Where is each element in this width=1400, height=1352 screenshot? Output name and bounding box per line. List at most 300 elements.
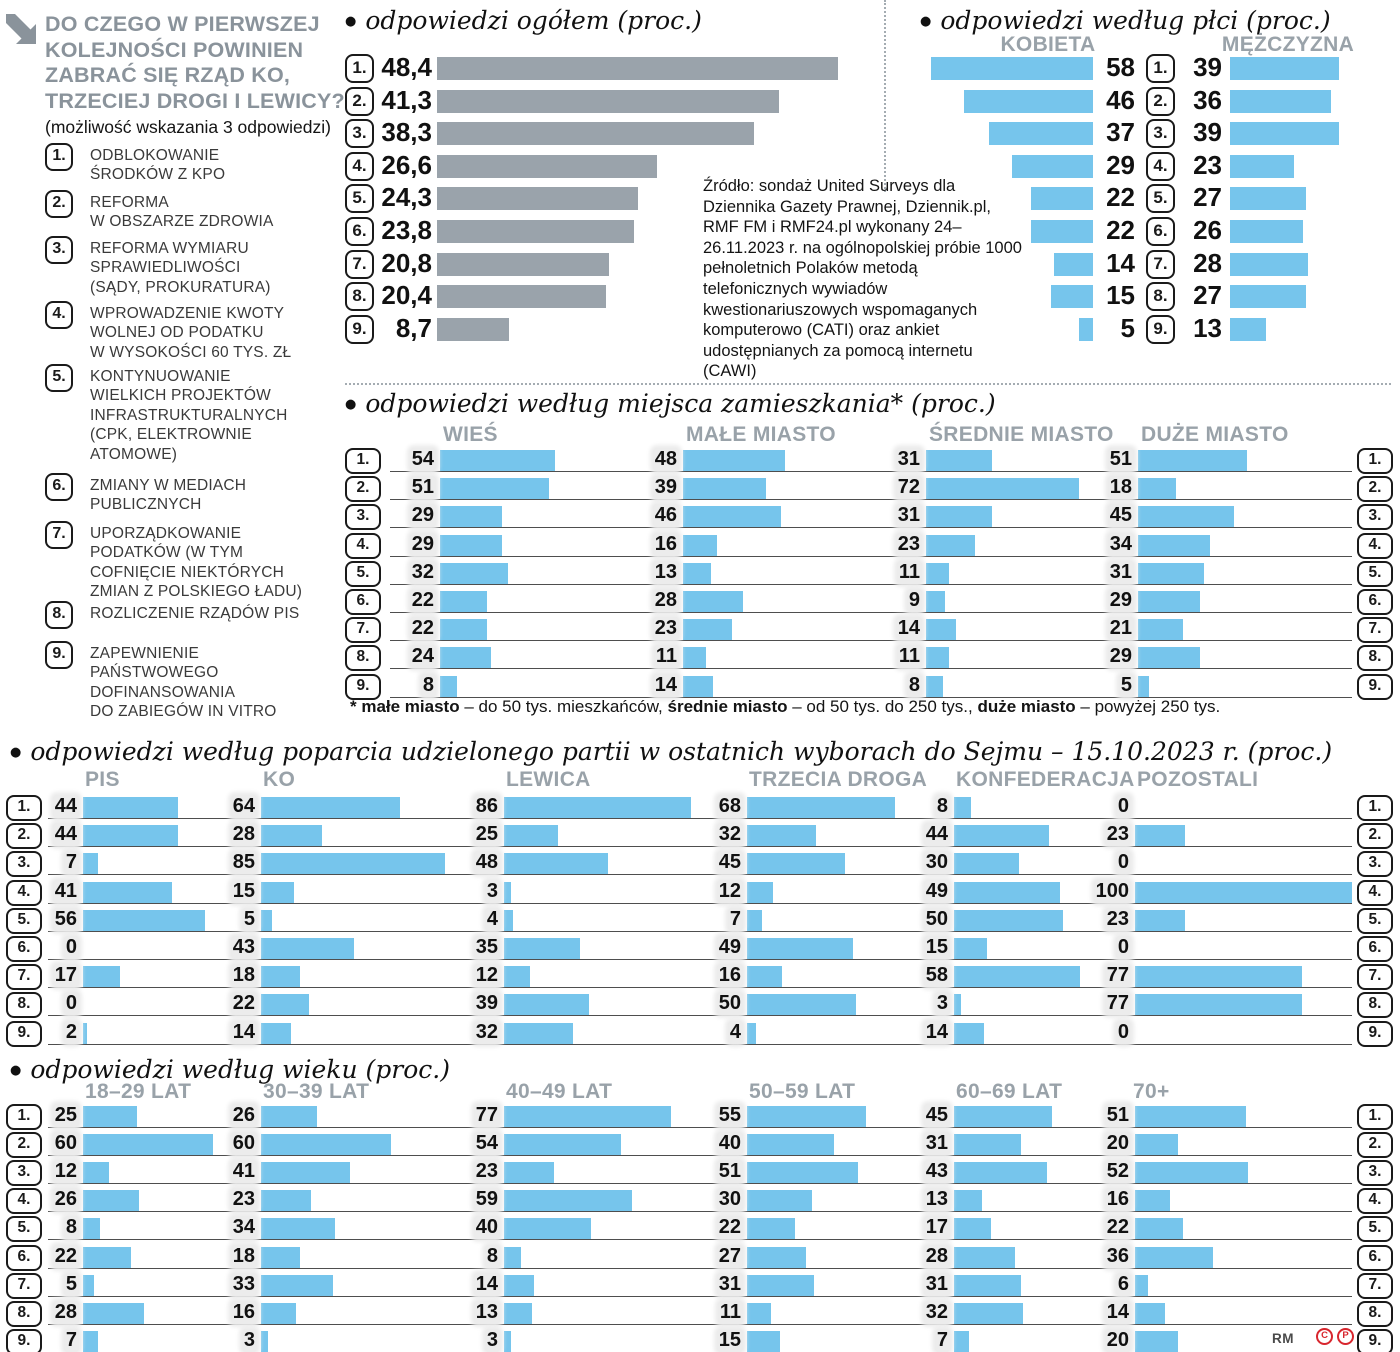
value-text: 32 (718, 823, 741, 846)
value-text: 54 (411, 448, 434, 470)
value-text: 17 (925, 1216, 948, 1239)
value-label (699, 964, 743, 987)
value-label (1087, 1301, 1131, 1324)
value-label: 39 (1193, 117, 1222, 148)
row-number-box: 1. (1357, 448, 1393, 474)
bar (1051, 285, 1093, 308)
value-label (213, 1216, 257, 1239)
bar (747, 825, 816, 846)
value-label (47, 908, 79, 931)
bar (747, 882, 773, 903)
value-label (213, 1160, 257, 1183)
bar (926, 676, 943, 697)
value-label (1087, 795, 1131, 818)
row-number-box: 1. (345, 54, 374, 83)
bar (504, 1134, 621, 1155)
value-text: 68 (718, 795, 741, 817)
value-text: 28 (925, 1244, 948, 1267)
value-label (1087, 1245, 1131, 1268)
value-label (388, 504, 436, 527)
answer-label-line: DOFINANSOWANIA (90, 683, 236, 701)
value-text: 48 (654, 448, 677, 470)
value-text: 14 (925, 1020, 948, 1043)
row-baseline (48, 1324, 1352, 1325)
value-text: 77 (1106, 992, 1129, 1015)
answer-label-line: KONTYNUOWANIE (90, 368, 231, 385)
bar (683, 591, 743, 612)
value-label (1087, 1104, 1131, 1127)
value-text: 16 (1106, 1188, 1129, 1211)
value-text: 3 (486, 1328, 498, 1351)
value-text: 51 (1106, 1104, 1129, 1126)
row-number-box: 1. (6, 1104, 42, 1130)
value-label (456, 1301, 500, 1324)
bar (437, 318, 509, 341)
row-baseline (48, 1155, 1352, 1156)
row-number-box: 7. (345, 250, 374, 279)
bar (1135, 1303, 1165, 1324)
value-label (1087, 823, 1131, 846)
value-label (213, 1104, 257, 1127)
row-number-box: 8. (1357, 1301, 1393, 1327)
row-number-box: 9. (1357, 1021, 1393, 1047)
row-number-box: 7. (1357, 617, 1393, 643)
row-number-box: 7. (1357, 964, 1393, 990)
bar (1138, 478, 1176, 499)
value-label (456, 908, 500, 931)
footnote (350, 696, 1220, 717)
value-text: 22 (411, 617, 434, 640)
value-text: 39 (654, 476, 677, 499)
value-label (699, 795, 743, 818)
bar (83, 1162, 109, 1183)
bar (83, 1106, 137, 1127)
row-number-box: 2. (345, 476, 381, 502)
bar (1031, 187, 1093, 210)
bar (926, 647, 949, 668)
row-baseline (390, 612, 1352, 613)
bar (1138, 506, 1234, 527)
row-number-box: 6. (345, 217, 374, 246)
value-label (47, 1273, 79, 1296)
value-label (1086, 533, 1134, 556)
bar (261, 966, 300, 987)
answer-label-line: INFRASTRUKTURALNYCH (90, 406, 288, 424)
value-text: 23 (1106, 907, 1129, 930)
value-text: 56 (54, 907, 77, 930)
bar (1138, 535, 1210, 556)
bar (954, 966, 1080, 987)
bar (504, 882, 511, 903)
value-text: 24 (411, 645, 434, 668)
value-text: 50 (925, 907, 948, 930)
value-label (906, 851, 950, 874)
bar (504, 825, 558, 846)
value-text: 41 (54, 879, 77, 902)
bar (440, 647, 491, 668)
value-label (47, 1301, 79, 1324)
column-header: 18–29 LAT (85, 1080, 192, 1103)
value-text: 25 (475, 823, 498, 846)
value-label (456, 823, 500, 846)
value-label (906, 1188, 950, 1211)
bar (954, 1106, 1052, 1127)
row-number-box: 4. (6, 880, 42, 906)
value-label (47, 1132, 79, 1155)
value-label (47, 1216, 79, 1239)
row-number-box: 3. (1357, 504, 1393, 530)
answer-label-line: W OBSZARZE ZDROWIA (90, 213, 274, 231)
value-text: 26 (54, 1188, 77, 1211)
bar (954, 1331, 969, 1352)
question-title-line: ZABRAĆ SIĘ RZĄD KO, (45, 63, 291, 87)
row-number-box: 2. (45, 190, 73, 218)
bar (83, 797, 178, 818)
value-label (1087, 1329, 1131, 1352)
bar (261, 1162, 350, 1183)
bar (437, 220, 634, 243)
value-text: 30 (925, 851, 948, 874)
row-baseline (48, 1239, 1352, 1240)
value-text: 0 (1117, 851, 1129, 874)
value-text: 44 (925, 823, 948, 846)
value-label (456, 1188, 500, 1211)
value-label: 23 (1193, 149, 1222, 180)
row-baseline (48, 1015, 1352, 1016)
row-number-box: 2. (1357, 476, 1393, 502)
value-label (906, 795, 950, 818)
value-label (906, 1021, 950, 1044)
value-text: 20 (1106, 1328, 1129, 1351)
row-number-box: 9. (45, 641, 73, 669)
row-number-box: 7. (6, 964, 42, 990)
bar (1138, 450, 1247, 471)
section-title-party-text: odpowiedzi według poparcia udzielonego partii w ostatnich wyborach do Sejmu – 15.10.2023 r. (proc.) (30, 737, 1333, 766)
value-text: 77 (1106, 964, 1129, 987)
value-text: 31 (897, 448, 920, 470)
value-text: 64 (232, 795, 255, 817)
row-number-box: 3. (1357, 1160, 1393, 1186)
value-label (906, 908, 950, 931)
bar (1230, 253, 1308, 276)
value-label (47, 851, 79, 874)
bar (83, 1218, 100, 1239)
value-text: 32 (411, 560, 434, 583)
value-text: 45 (1109, 504, 1132, 527)
value-label (699, 936, 743, 959)
section-title-age-text: odpowiedzi według wieku (proc.) (30, 1055, 450, 1084)
value-label (699, 1216, 743, 1239)
row-baseline (390, 584, 1352, 585)
row-number-box: 8. (1357, 645, 1393, 671)
value-text: 51 (411, 476, 434, 499)
value-text: 14 (654, 673, 677, 696)
row-number-box: 9. (6, 1329, 42, 1352)
value-label (906, 1132, 950, 1155)
value-label: 20,4 (381, 280, 432, 311)
row-number-box: 9. (1357, 674, 1393, 700)
value-label (906, 823, 950, 846)
value-text: 14 (897, 617, 920, 640)
value-label (47, 1104, 79, 1127)
value-label: 28 (1193, 247, 1222, 278)
row-baseline (48, 1296, 1352, 1297)
bar (261, 994, 309, 1015)
row-number-box: 6. (1146, 217, 1175, 246)
row-number-box: 5. (1357, 1216, 1393, 1242)
value-label (456, 1160, 500, 1183)
footnote-segment: duże miasto (977, 697, 1076, 716)
value-label: 58 (1106, 52, 1135, 82)
bar (261, 882, 294, 903)
row-number-box: 7. (1357, 1273, 1393, 1299)
row-number-box: 1. (345, 448, 381, 474)
value-label: 15 (1106, 280, 1135, 311)
answer-label-line: UPORZĄDKOWANIE (90, 525, 242, 542)
bar (989, 122, 1093, 145)
bar (504, 1331, 511, 1352)
row-number-box: 4. (45, 301, 73, 329)
value-text: 12 (718, 879, 741, 902)
bar (1230, 155, 1294, 178)
value-label (631, 617, 679, 640)
value-label (388, 645, 436, 668)
bar (1135, 1247, 1213, 1268)
value-label (631, 504, 679, 527)
bar (437, 57, 838, 80)
answer-label-line: ZAPEWNIENIE (90, 645, 199, 662)
row-baseline (48, 1044, 1352, 1045)
bar (504, 1275, 534, 1296)
answer-label (90, 239, 342, 297)
row-number-box: 4. (1357, 880, 1393, 906)
value-label (906, 1216, 950, 1239)
column-header: WIEŚ (443, 423, 498, 446)
bar (437, 285, 606, 308)
bar (1135, 994, 1302, 1015)
value-text: 13 (475, 1300, 498, 1323)
value-text: 13 (654, 560, 677, 583)
bar (954, 994, 961, 1015)
answer-label (90, 644, 342, 722)
bar (964, 90, 1093, 113)
value-label: 24,3 (381, 182, 432, 213)
copyright-icon: C (1316, 1328, 1333, 1345)
answer-label-line: COFNIĘCIE NIEKTÓRYCH (90, 563, 285, 581)
value-label (1086, 617, 1134, 640)
bar (504, 1190, 632, 1211)
row-baseline (48, 959, 1352, 960)
value-label (874, 589, 922, 612)
bar (1138, 676, 1149, 697)
bar (1230, 220, 1303, 243)
bar (926, 591, 945, 612)
bar (83, 1275, 94, 1296)
answer-label-line: WIELKICH PROJEKTÓW (90, 387, 272, 405)
bar (261, 1106, 317, 1127)
value-label (699, 1160, 743, 1183)
value-text: 59 (475, 1188, 498, 1211)
value-text: 44 (54, 823, 77, 846)
value-text: 9 (908, 589, 920, 611)
bar (1138, 563, 1204, 584)
row-number-box: 9. (345, 674, 381, 700)
value-text: 28 (232, 823, 255, 846)
value-label (699, 1329, 743, 1352)
value-label (456, 880, 500, 903)
bar (954, 882, 1060, 903)
bar (83, 1303, 144, 1324)
value-label (213, 1021, 257, 1044)
answer-label-line: (CPK, ELEKTROWNIE (90, 426, 252, 444)
bar (440, 619, 487, 640)
value-label (874, 448, 922, 471)
question-title-line: TRZECIEJ DROGI I LEWICY? (45, 88, 345, 113)
value-text: 0 (65, 936, 77, 958)
answer-label-line: ODBLOKOWANIE (90, 147, 220, 164)
value-text: 23 (654, 617, 677, 640)
bar (440, 676, 457, 697)
value-text: 45 (718, 851, 741, 874)
value-text: 2 (65, 1020, 77, 1043)
value-label (699, 992, 743, 1015)
value-text: 15 (718, 1328, 741, 1351)
value-text: 11 (719, 1300, 741, 1323)
bullet-icon: ● (345, 397, 357, 412)
row-number-box: 3. (345, 504, 381, 530)
bar (261, 825, 322, 846)
answer-label (90, 524, 342, 602)
bar (954, 1134, 1021, 1155)
value-label (631, 674, 679, 697)
value-text: 12 (54, 1160, 77, 1183)
value-label (1086, 674, 1134, 697)
bar (931, 57, 1093, 80)
arrow-icon (6, 14, 36, 44)
row-number-box: 4. (1357, 1188, 1393, 1214)
value-text: 52 (1106, 1160, 1129, 1183)
value-text: 22 (1106, 1216, 1129, 1239)
value-text: 3 (936, 992, 948, 1015)
bar (440, 563, 508, 584)
answer-label (90, 604, 342, 623)
value-text: 30 (718, 1188, 741, 1211)
row-baseline (48, 818, 1352, 819)
bar (1230, 285, 1306, 308)
answer-label-line: REFORMA (90, 194, 169, 211)
column-header: KO (263, 768, 296, 791)
row-number-box: 7. (1146, 250, 1175, 279)
value-label (456, 1273, 500, 1296)
row-number-box: 3. (1357, 851, 1393, 877)
row-number-box: 5. (345, 184, 374, 213)
bar (83, 825, 178, 846)
bar (504, 1247, 521, 1268)
question-title-line: KOLEJNOŚCI POWINIEN (45, 37, 304, 62)
value-text: 44 (54, 795, 77, 817)
value-text: 40 (718, 1132, 741, 1155)
value-label (699, 1188, 743, 1211)
value-text: 32 (475, 1020, 498, 1043)
row-number-box: 5. (1146, 184, 1175, 213)
row-number-box: 1. (1357, 795, 1393, 821)
value-label: 22 (1106, 182, 1135, 213)
value-text: 3 (243, 1328, 255, 1351)
bar (683, 563, 711, 584)
value-label (699, 1021, 743, 1044)
row-number-box: 2. (1146, 87, 1175, 116)
value-label (906, 880, 950, 903)
column-header: TRZECIA DROGA (749, 768, 928, 791)
column-header: 60–69 LAT (956, 1080, 1063, 1103)
bar (1138, 591, 1200, 612)
value-text: 45 (925, 1104, 948, 1126)
value-label (388, 674, 436, 697)
section-title-residence-text: odpowiedzi według miejsca zamieszkania* (proc.) (365, 389, 996, 418)
bar (261, 797, 400, 818)
column-header: 50–59 LAT (749, 1080, 856, 1103)
phonogram-copyright-icon: P (1337, 1328, 1354, 1345)
value-label: 46 (1106, 84, 1135, 115)
bar (261, 1275, 333, 1296)
row-baseline (48, 903, 1352, 904)
answer-label-line: WPROWADZENIE KWOTY (90, 305, 285, 322)
value-text: 31 (897, 504, 920, 527)
value-text: 3 (486, 879, 498, 902)
answer-label-line: ZMIAN Z POLSKIEGO ŁADU) (90, 583, 303, 601)
bar (504, 1023, 573, 1044)
bar (1138, 647, 1200, 668)
bar (954, 1218, 991, 1239)
value-label (1087, 1273, 1131, 1296)
value-text: 34 (232, 1216, 255, 1239)
value-label (388, 476, 436, 499)
value-text: 15 (232, 879, 255, 902)
bar (683, 478, 766, 499)
value-text: 100 (1095, 879, 1129, 902)
row-baseline (48, 931, 1352, 932)
row-baseline (48, 874, 1352, 875)
answer-label (90, 304, 342, 362)
bar (261, 1247, 300, 1268)
section-title-overall-text: odpowiedzi ogółem (proc.) (365, 6, 702, 35)
value-text: 8 (422, 673, 434, 696)
bar (504, 853, 608, 874)
value-text: 0 (1117, 1020, 1129, 1043)
value-text: 8 (486, 1244, 498, 1267)
value-text: 5 (1120, 673, 1132, 696)
value-label (874, 645, 922, 668)
value-label (213, 851, 257, 874)
value-text: 8 (65, 1216, 77, 1239)
bar (747, 994, 856, 1015)
row-number-box: 8. (45, 601, 73, 629)
row-number-box: 8. (1357, 992, 1393, 1018)
value-text: 51 (718, 1160, 741, 1183)
section-title-overall (345, 6, 702, 37)
bar (83, 1023, 87, 1044)
value-label (1087, 1216, 1131, 1239)
bullet-icon: ● (345, 14, 357, 29)
value-text: 8 (936, 795, 948, 817)
value-label (47, 1188, 79, 1211)
value-text: 11 (898, 560, 920, 583)
bar (504, 1162, 554, 1183)
value-text: 85 (232, 851, 255, 874)
source-note: Źródło: sondaż United Surveys dla Dziennika Gazety Prawnej, Dziennik.pl, RMF FM i RMF24.pl wykonany 24–26.11.2023 r. na ogólnopolskiej próbie 1000 pełnoletnich Polaków metodą telefonicznych wywiadów kwestionariuszowych wspomaganych komputerowo (CATI) oraz ankiet udostępnianych za pomocą internetu (CAWI) (703, 177, 1022, 381)
value-label (906, 1301, 950, 1324)
value-label (699, 908, 743, 931)
